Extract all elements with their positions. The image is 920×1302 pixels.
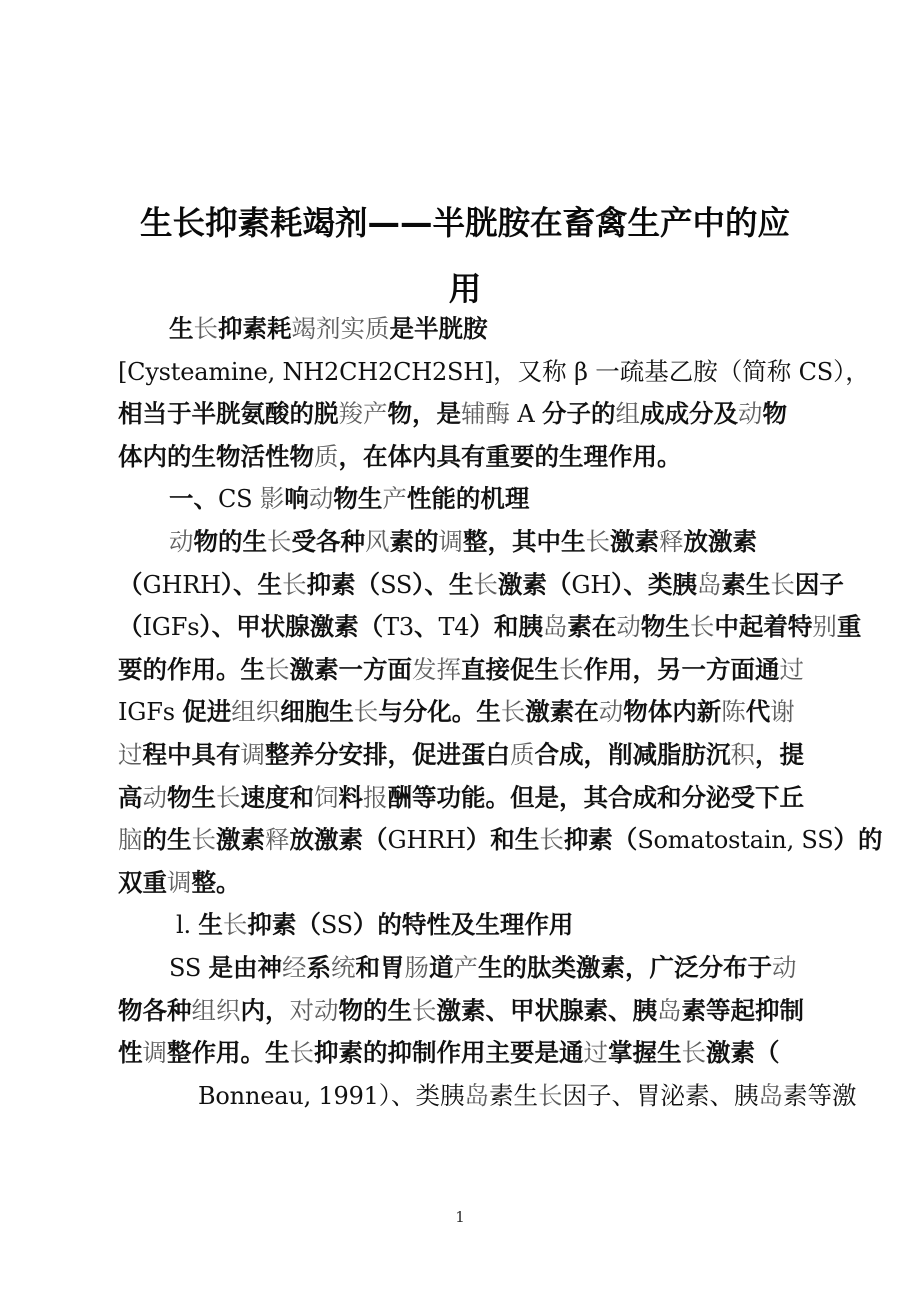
body-line: IGFs 促进组织细胞生长与分化。生长激素在动物体内新陈代谢 — [118, 697, 795, 727]
faded-glyph: 调 — [142, 1038, 167, 1068]
faded-glyph: 脑 — [118, 825, 143, 855]
body-line: Bonneau, 1991）、类胰岛素生长因子、胃泌素、胰岛素等激 — [198, 1080, 857, 1110]
faded-glyph: 实 — [340, 314, 365, 343]
body-line: SS 是由神经系统和胃肠道产生的肽类激素，广泛分布于动 — [169, 952, 797, 982]
faded-glyph: 织 — [216, 995, 241, 1025]
faded-glyph: 长 — [585, 526, 610, 556]
faded-glyph: 释 — [659, 526, 684, 556]
faded-glyph: 辅 — [461, 399, 486, 429]
faded-glyph: 长 — [770, 569, 795, 599]
faded-glyph: 长 — [265, 654, 290, 684]
body-line: 性调整作用。生长抑素的抑制作用主要是通过掌握生长激素（ — [118, 1038, 780, 1068]
faded-glyph: 岛 — [542, 612, 568, 642]
faded-glyph: 产 — [382, 484, 407, 514]
faded-glyph: 调 — [240, 739, 265, 769]
page-title-line-1: 生长抑素耗竭剂——半胱胺在畜禽生产中的应 — [139, 203, 790, 242]
faded-glyph: 组 — [615, 399, 640, 429]
faded-glyph: 长 — [559, 654, 584, 684]
body-line: 物各种组织内，对动物的生长激素、甲状腺素、胰岛素等起抑制 — [118, 995, 804, 1025]
latin-run: SS — [169, 953, 209, 982]
latin-run: CS — [791, 357, 834, 386]
faded-glyph: 质 — [510, 739, 535, 769]
faded-glyph: 羧 — [338, 399, 363, 429]
faded-glyph: 动 — [598, 697, 624, 727]
subsection-heading: l. 生长抑素（SS）的特性及生理作用 — [176, 910, 574, 940]
latin-run: Somatostain, SS — [637, 826, 834, 855]
faded-glyph: 影 — [259, 484, 285, 514]
faded-glyph: 长 — [191, 825, 216, 855]
body-line: （GHRH）、生长抑素（SS）、生长激素（GH）、类胰岛素生长因子 — [118, 569, 844, 599]
faded-glyph: 动 — [308, 484, 334, 514]
faded-glyph: 动 — [314, 995, 339, 1025]
faded-glyph: 长 — [500, 697, 526, 727]
faded-glyph: 长 — [537, 1080, 563, 1110]
faded-glyph: 谢 — [770, 697, 795, 727]
faded-glyph: 风 — [365, 526, 390, 556]
latin-run: GHRH — [387, 826, 466, 855]
faded-glyph: 岛 — [464, 1080, 489, 1110]
body-line: 双重调整。 — [118, 867, 241, 897]
faded-glyph: 长 — [222, 910, 248, 940]
faded-glyph: 经 — [282, 952, 307, 982]
faded-glyph: 动 — [169, 526, 194, 556]
latin-run: T3 — [383, 613, 414, 642]
faded-glyph: 织 — [255, 697, 281, 727]
faded-glyph: 动 — [738, 399, 763, 429]
faded-glyph: 动 — [142, 782, 167, 812]
body-line: 相当于半胱氨酸的脱羧产物，是辅酶 A 分子的组成成分及动物 — [118, 399, 787, 429]
latin-run: T4 — [438, 613, 470, 642]
body-line: 生长抑素耗竭剂实质是半胱胺 — [169, 314, 488, 343]
body-line: [Cysteamine, NH2CH2CH2SH]，又称 β 一疏基乙胺（简称 CS）， — [118, 356, 870, 386]
body-line: 动物的生长受各种风素的调整，其中生长激素释放激素 — [169, 526, 757, 556]
faded-glyph: 组 — [191, 995, 216, 1025]
latin-run: IGFs — [118, 698, 183, 727]
body-line: 脑的生长激素释放激素（GHRH）和生长抑素（Somatostain, SS）的 — [118, 825, 883, 855]
faded-glyph: 长 — [689, 612, 715, 642]
faded-glyph: 报 — [363, 782, 388, 812]
faded-glyph: 释 — [265, 825, 290, 855]
latin-run: A — [510, 400, 542, 429]
latin-run: GHRH — [142, 570, 221, 599]
faded-glyph: 别 — [812, 612, 837, 642]
faded-glyph: 调 — [167, 867, 192, 897]
page-title-line-2: 用 — [448, 269, 482, 308]
latin-run: CS — [218, 485, 260, 514]
faded-glyph: 调 — [438, 526, 463, 556]
faded-glyph: 长 — [289, 1038, 314, 1068]
latin-run: [Cysteamine, NH2CH2CH2SH] — [118, 357, 494, 386]
faded-glyph: 长 — [353, 697, 379, 727]
faded-glyph: 发 — [412, 654, 437, 684]
section-heading: 一、CS 影响动物生产性能的机理 — [169, 484, 530, 514]
latin-run: Bonneau, 1991 — [198, 1081, 379, 1110]
faded-glyph: 过 — [779, 654, 804, 684]
body-line: 体内的生物活性物质，在体内具有重要的生理作用。 — [118, 441, 682, 471]
faded-glyph: 动 — [772, 952, 797, 982]
faded-glyph: 饲 — [314, 782, 339, 812]
faded-glyph: 产 — [453, 952, 478, 982]
latin-run: IGFs — [142, 613, 200, 642]
faded-glyph: 长 — [282, 569, 307, 599]
page-number: 1 — [455, 1208, 465, 1226]
faded-glyph: 长 — [267, 526, 292, 556]
faded-glyph: 酶 — [485, 399, 510, 429]
faded-glyph: 质 — [365, 314, 390, 343]
faded-glyph: 动 — [616, 612, 641, 642]
body-line: （IGFs）、甲状腺激素（T3、T4）和胰岛素在动物生长中起着特别重 — [118, 612, 862, 642]
faded-glyph: 过 — [583, 1038, 608, 1068]
faded-glyph: 剂 — [316, 314, 341, 343]
faded-glyph: 长 — [473, 569, 498, 599]
page-title — [118, 190, 812, 322]
faded-glyph: 产 — [363, 399, 388, 429]
faded-glyph: 过 — [118, 739, 143, 769]
faded-glyph: 长 — [412, 995, 437, 1025]
faded-glyph: 陈 — [721, 697, 746, 727]
faded-glyph: 对 — [289, 995, 314, 1025]
faded-glyph: 挥 — [436, 654, 461, 684]
faded-glyph: 肠 — [404, 952, 429, 982]
faded-glyph: 岛 — [657, 995, 682, 1025]
faded-glyph: 岛 — [758, 1080, 783, 1110]
faded-glyph: 岛 — [696, 569, 722, 599]
faded-glyph: 长 — [681, 1038, 706, 1068]
body-line: 要的作用。生长激素一方面发挥直接促生长作用，另一方面通过 — [118, 654, 804, 684]
latin-run: β — [566, 357, 596, 386]
faded-glyph: 长 — [193, 314, 218, 343]
faded-glyph: 质 — [314, 441, 339, 471]
faded-glyph: 统 — [331, 952, 356, 982]
latin-run: SS — [320, 911, 353, 940]
faded-glyph: 竭 — [291, 314, 316, 343]
faded-glyph: 积 — [730, 739, 755, 769]
latin-run: l. — [176, 911, 199, 940]
body-line: 高动物生长速度和饲料报酬等功能。但是，其合成和分泌受下丘 — [118, 782, 804, 812]
faded-glyph: 组 — [231, 697, 256, 727]
faded-glyph: 长 — [216, 782, 241, 812]
latin-run: GH — [571, 570, 612, 599]
latin-run: SS — [380, 570, 413, 599]
faded-glyph: 长 — [539, 825, 564, 855]
body-line: 过程中具有调整养分安排，促进蛋白质合成，削减脂肪沉积，提 — [118, 739, 804, 769]
document-body — [118, 308, 883, 1117]
